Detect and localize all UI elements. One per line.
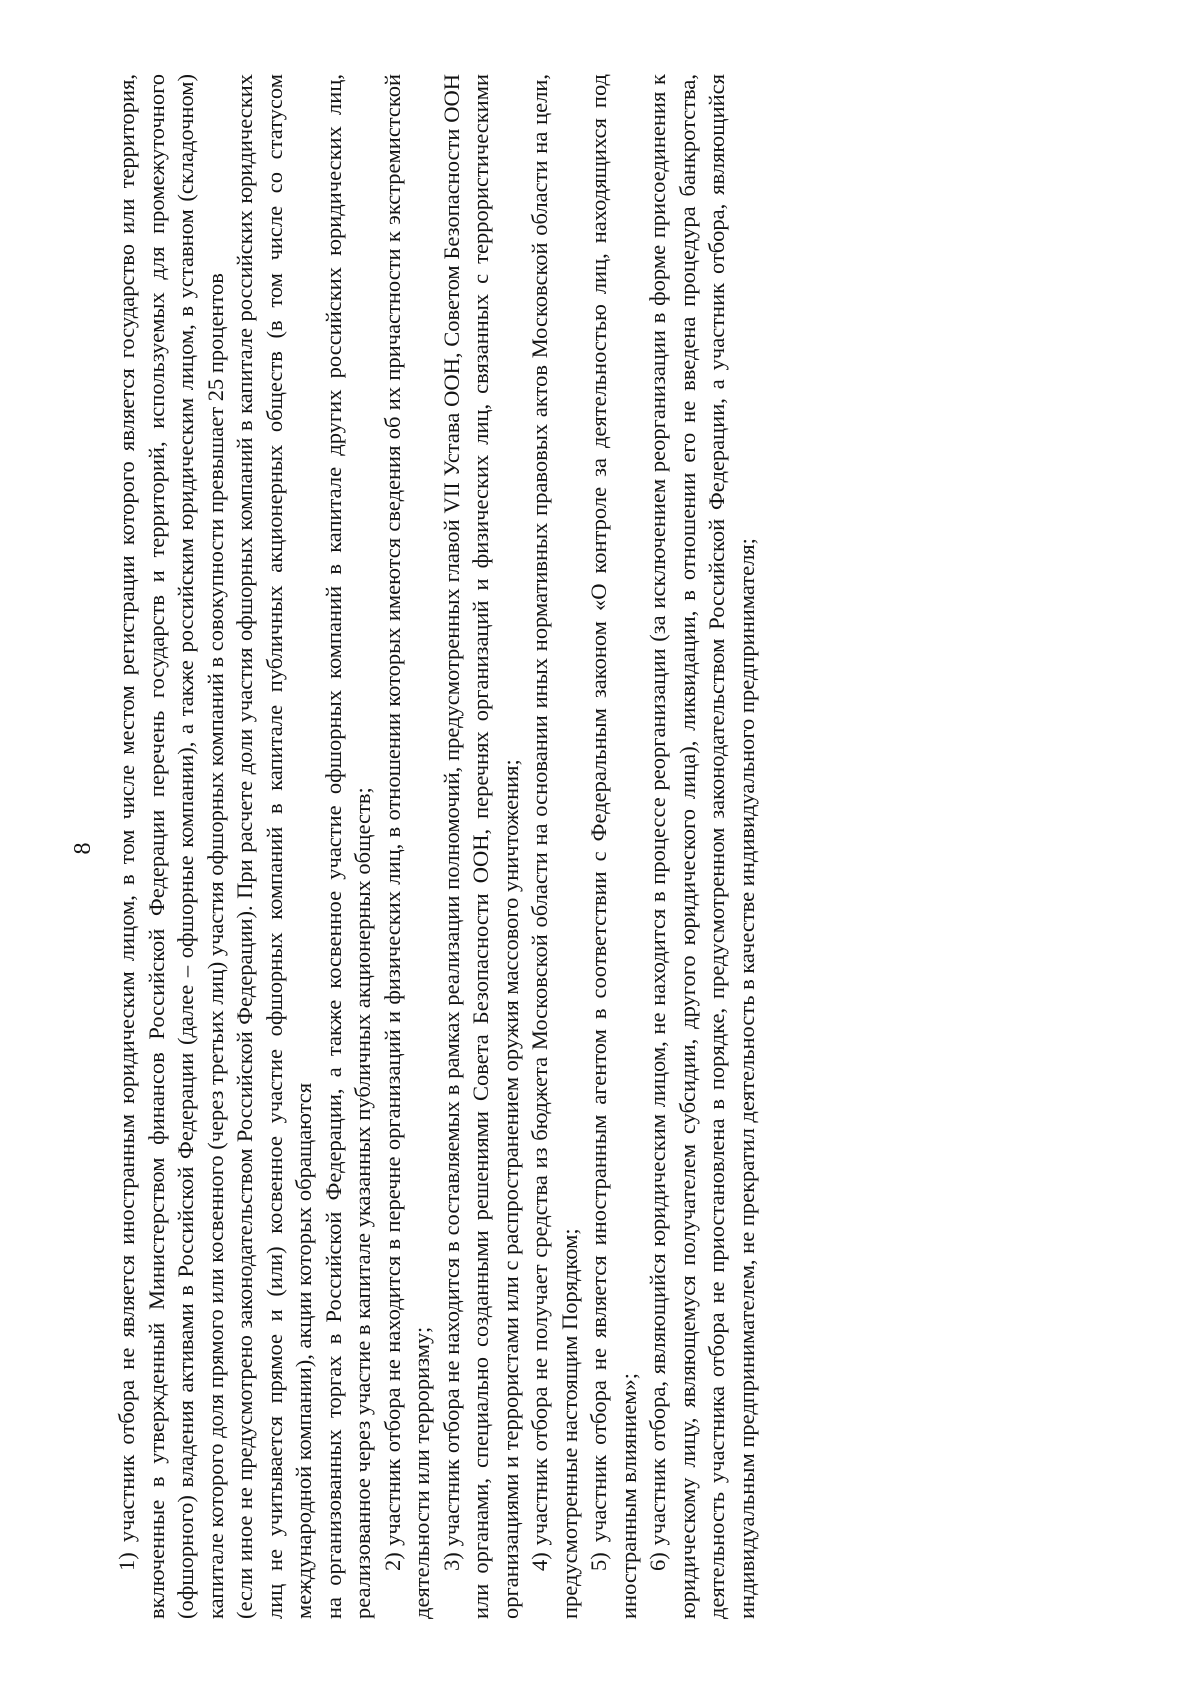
paragraph-6: 6) участник отбора, являющийся юридическим лицом, не находится в процессе реорганизации (за исключением реорганизации в форме присоединения к юридическому лицу, являющемуся получателем субсидии, другого юридического лица), ликвидации, в отношении его не введена процедура банкротства, деятельность участника отбора не приостановлена в порядке, предусмотренном законодательством Российской Федерации, а участник отбора, являющийся индивидуальным предпринимателем, не прекратил деятельность в качестве индивидуального предпринимателя; [645, 74, 759, 1619]
page-number: 8 [70, 842, 96, 855]
paragraph-3: 3) участник отбора не находится в составляемых в рамках реализации полномочий, предусмотренных главой VII Устава ООН, Советом Безопасности ООН или органами, специально созданными решениями Совета Безопасности ООН, перечнях организаций и физических лиц, связанных с террористическими организациями и террористами или с распространением оружия массового уничтожения; [438, 74, 523, 1619]
paragraph-2: 2) участник отбора не находится в перечне организаций и физических лиц, в отношении которых имеются сведения об их причастности к экстремистской деятельности или терроризму; [379, 74, 434, 1619]
paragraph-1: 1) участник отбора не является иностранным юридическим лицом, в том числе местом регистрации которого является государство или территория, включенные в утвержденный Министерством финансов Российской Федерации перечень государств и территорий, используемых для промежуточного (офшорного) владения активами в Российской Федерации (далее – офшорные компании), а также российским юридическим лицом, в уставном (складочном) капитале которого доля прямого или косвенного (через третьих лиц) участия офшорных компаний в совокупности превышает 25 процентов [114, 74, 228, 1619]
paragraph-1-continuation-2: на организованных торгах в Российской Федерации, а также косвенное участие офшорных компаний в капитале других российских юридических лиц, реализованное через участие в капитале указанных публичных акционерных обществ; [320, 74, 375, 1619]
paragraph-1-continuation: (если иное не предусмотрено законодательством Российской Федерации). При расчете доли участия офшорных компаний в капитале российских юридических лиц не учитывается прямое и (или) косвенное участие офшорных компаний в капитале публичных акционерных обществ (в том числе со статусом международной компании), акции которых обращаются [232, 74, 316, 1619]
paragraph-5: 5) участник отбора не является иностранным агентом в соответствии с Федеральным законом «О контроле за деятельностью лиц, находящихся под иностранным влиянием»; [586, 74, 641, 1619]
paragraph-4: 4) участник отбора не получает средства из бюджета Московской области на основании иных нормативных правовых актов Московской области на цели, предусмотренные настоящим Порядком; [527, 74, 582, 1619]
document-body [112, 74, 761, 1619]
